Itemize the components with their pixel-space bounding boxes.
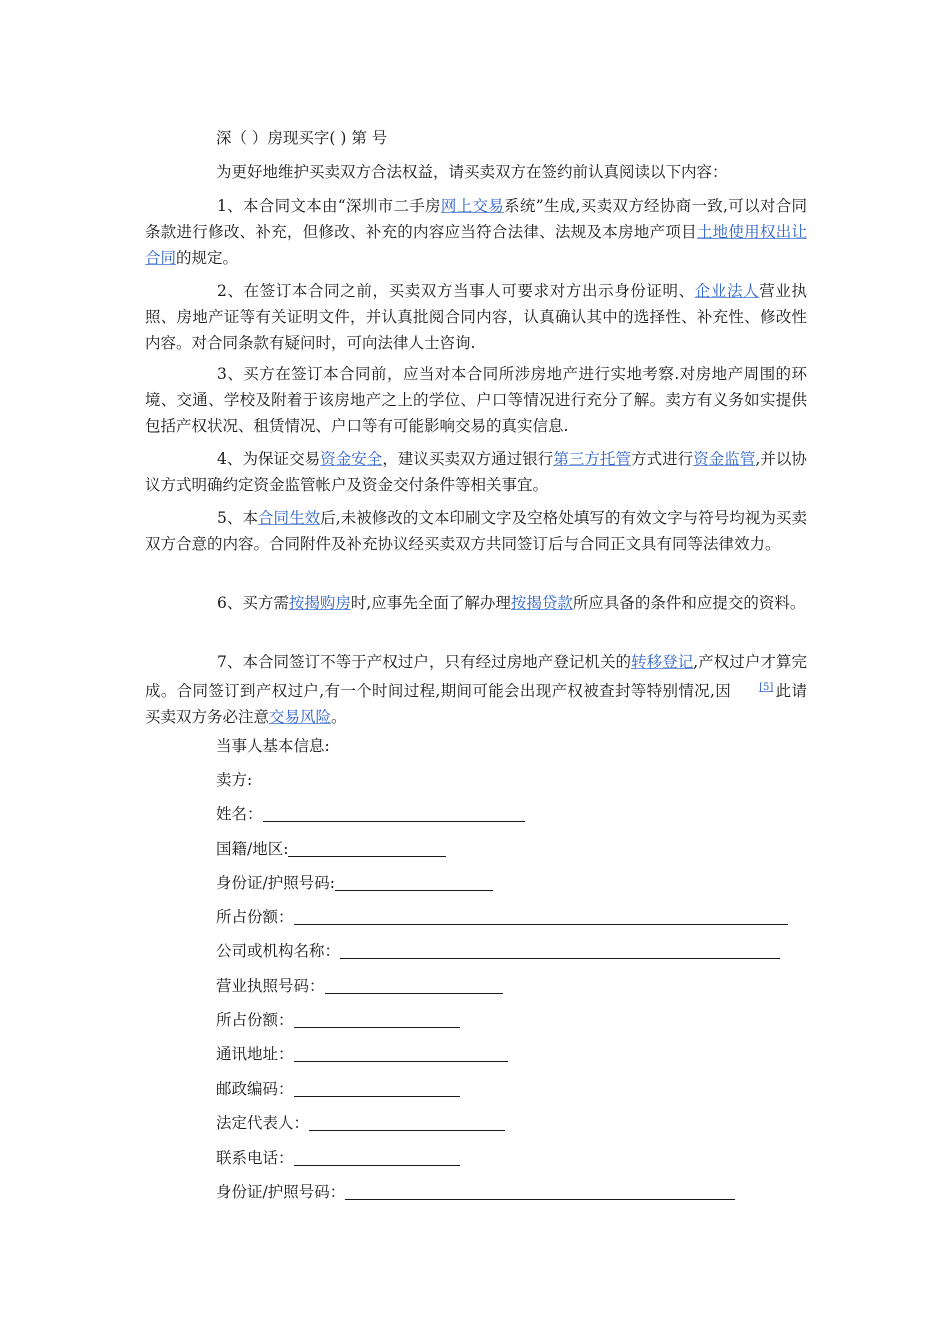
name-blank[interactable] <box>263 806 525 822</box>
field-nationality: 国籍/地区: <box>216 839 446 859</box>
clause-7: 7、本合同签订不等于产权过户，只有经过房地产登记机关的转移登记,产权过户才算完成。合同签订到产权过户,有一个时间过程,期间可能会出现产权被查封等特别情况,因 [5] 此请买卖双方务必注意交易风险。 <box>145 653 807 726</box>
field-legal-representative: 法定代表人： <box>216 1113 505 1133</box>
clause-4: 4、为保证交易资金安全，建议买卖双方通过银行第三方托管方式进行资金监管,并以协议方式明确约定资金监管帐户及资金交付条件等相关事宜。 <box>145 450 807 494</box>
link-corporate-legal-person[interactable]: 企业法人 <box>694 282 760 300</box>
footnote-ref[interactable]: [5] <box>759 682 774 693</box>
clause-3: 3、买方在签订本合同前，应当对本合同所涉房地产进行实地考察.对房地产周围的环境、交通、学校及附着于该房地产之上的学位、户口等情况进行充分了解。卖方有义务如实提供包括产权状况、租赁情况、户口等有可能影响交易的真实信息. <box>145 365 807 435</box>
document-header: 深（ ）房现买字( ) 第 号 <box>216 129 388 147</box>
field-name: 姓名： <box>216 804 525 824</box>
field-share: 所占份额： <box>216 907 788 927</box>
link-land-use-contract[interactable]: 土地使用权出让合同 <box>145 223 807 267</box>
link-mortgage-loan[interactable]: 按揭贷款 <box>510 594 573 612</box>
link-transaction-risk[interactable]: 交易风险 <box>269 708 332 726</box>
address-blank[interactable] <box>294 1046 508 1062</box>
field-id-number-2: 身份证/护照号码： <box>216 1182 735 1202</box>
intro-text: 为更好地维护买卖双方合法权益，请买卖双方在签约前认真阅读以下内容： <box>216 163 728 181</box>
license-number-blank[interactable] <box>325 978 503 994</box>
clause-2: 2、在签订本合同之前，买卖双方当事人可要求对方出示身份证明、企业法人营业执照、房地产证等有关证明文件，并认真批阅合同内容，认真确认其中的选择性、补充性、修改性内容。对合同条款有疑问时，可向法律人士咨询. <box>145 282 807 352</box>
link-fund-security[interactable]: 资金安全 <box>320 450 383 468</box>
clause-1: 1、本合同文本由“深圳市二手房网上交易系统”生成,买卖双方经协商一致,可以对合同条款进行修改、补充，但修改、补充的内容应当符合法律、法规及本房地产项目土地使用权出让合同的规定。 <box>145 197 807 267</box>
field-address: 通讯地址： <box>216 1044 508 1064</box>
seller-label: 卖方: <box>216 771 253 789</box>
field-company-name: 公司或机构名称： <box>216 941 780 961</box>
field-postal-code: 邮政编码： <box>216 1079 460 1099</box>
company-name-blank[interactable] <box>340 943 780 959</box>
link-online-trading[interactable]: 网上交易 <box>440 197 505 215</box>
clause-6: 6、买方需按揭购房时,应事先全面了解办理按揭贷款所应具备的条件和应提交的资料。 <box>217 594 806 612</box>
field-share-2: 所占份额： <box>216 1010 460 1030</box>
phone-blank[interactable] <box>294 1150 460 1166</box>
legal-representative-blank[interactable] <box>309 1115 505 1131</box>
party-info-heading: 当事人基本信息: <box>216 737 330 755</box>
link-mortgage-purchase[interactable]: 按揭购房 <box>288 594 351 612</box>
share-blank[interactable] <box>294 909 788 925</box>
nationality-blank[interactable] <box>288 841 446 857</box>
id-number-blank[interactable] <box>335 875 493 891</box>
link-third-party-escrow[interactable]: 第三方托管 <box>553 450 632 468</box>
postal-code-blank[interactable] <box>294 1081 460 1097</box>
field-license-number: 营业执照号码： <box>216 976 503 996</box>
clause-5: 5、本合同生效后,未被修改的文本印刷文字及空格处填写的有效文字与符号均视为买卖双方合意的内容。合同附件及补充协议经买卖双方共同签订后与合同正文具有同等法律效力。 <box>145 509 807 553</box>
field-id-number: 身份证/护照号码: <box>216 873 493 893</box>
link-fund-supervision[interactable]: 资金监管 <box>693 450 756 468</box>
field-phone: 联系电话： <box>216 1148 460 1168</box>
link-contract-effective[interactable]: 合同生效 <box>258 509 321 527</box>
id-number-2-blank[interactable] <box>345 1184 735 1200</box>
link-transfer-registration[interactable]: 转移登记 <box>631 653 694 671</box>
share-2-blank[interactable] <box>294 1012 460 1028</box>
